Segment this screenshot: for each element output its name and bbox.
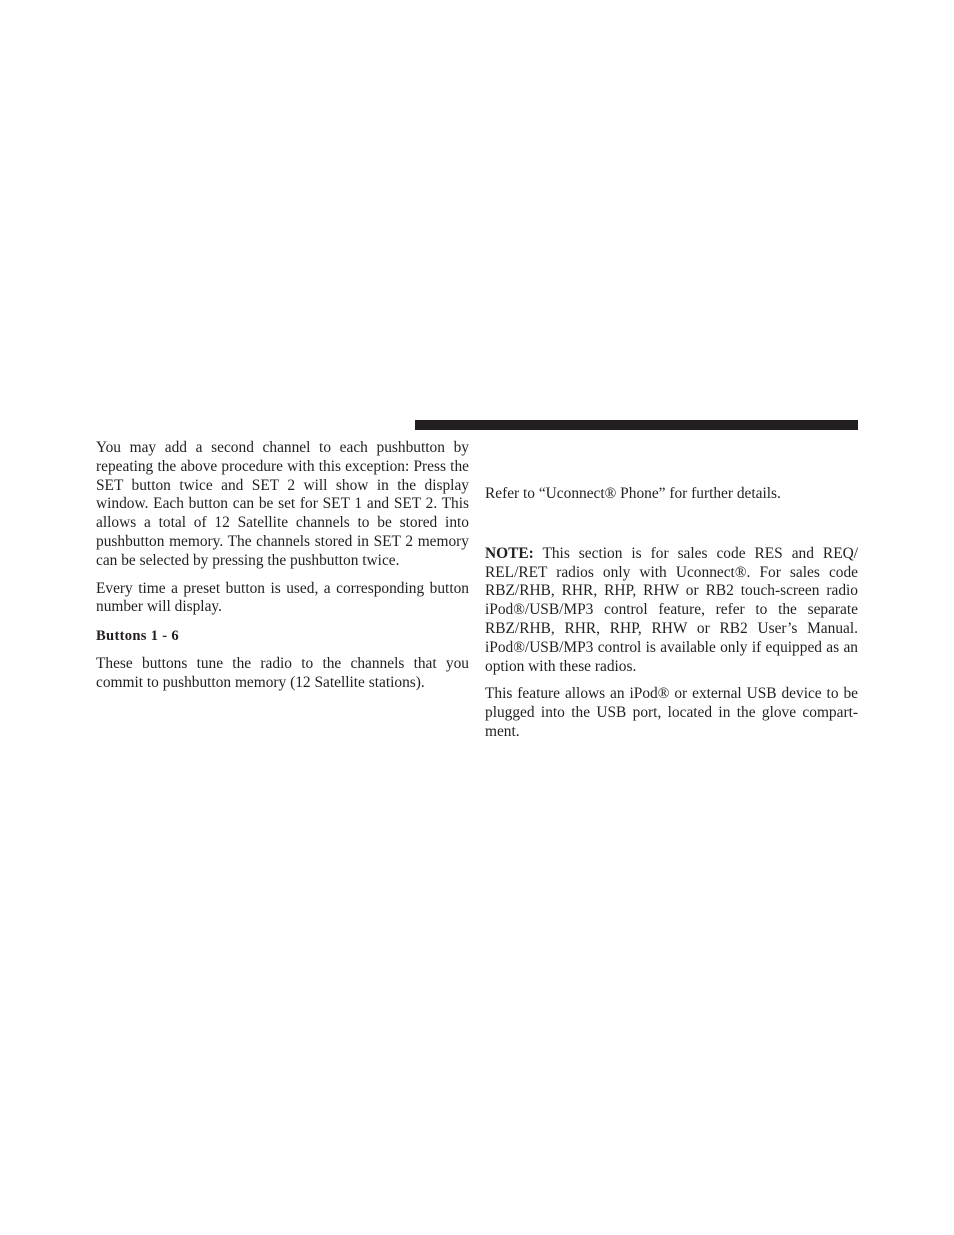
note-label: NOTE: bbox=[485, 544, 534, 562]
buttons-subheading: Buttons 1 - 6 bbox=[96, 628, 179, 645]
section-header-bar bbox=[415, 420, 858, 430]
left-column bbox=[96, 439, 469, 693]
preset-display-paragraph: Every time a preset button is used, a corresponding button number will display. bbox=[96, 579, 469, 616]
uconnect-refer-paragraph: Refer to “Uconnect® Phone” for further details. bbox=[485, 485, 781, 502]
buttons-description-paragraph: These buttons tune the radio to the channels that you commit to pushbutton memory (12 Satellite stations). bbox=[96, 654, 469, 691]
usb-feature-paragraph: This feature allows an iPod® or external USB device to be plugged into the USB port, located in the glove compartment. bbox=[485, 685, 858, 740]
note-text: This section is for sales code RES and REQ/ REL/RET radios only with Uconnect®. For sales code RBZ/RHB, RHR, RHP, RHW or RB2 touch-screen radio iPod®/USB/MP3 control feature, refer to the separate RBZ/RHB, RHR, RHP, RHW or RB2 User’s Manual. iPod®/USB/MP3 control is available only if equipped as an option with these radios. bbox=[485, 544, 858, 675]
right-column bbox=[485, 485, 858, 742]
second-channel-paragraph: You may add a second channel to each pushbutton by repeating the above procedure with this exception: Press the SET button twice and SET 2 will show in the display window. Each button can be set for SET 1 and SET 2. This allows a total of 12 Satellite channels to be stored into pushbutton memory. The channels stored in SET 2 memory can be selected by pressing the pushbutton twice. bbox=[96, 439, 469, 569]
note-paragraph bbox=[485, 545, 858, 677]
